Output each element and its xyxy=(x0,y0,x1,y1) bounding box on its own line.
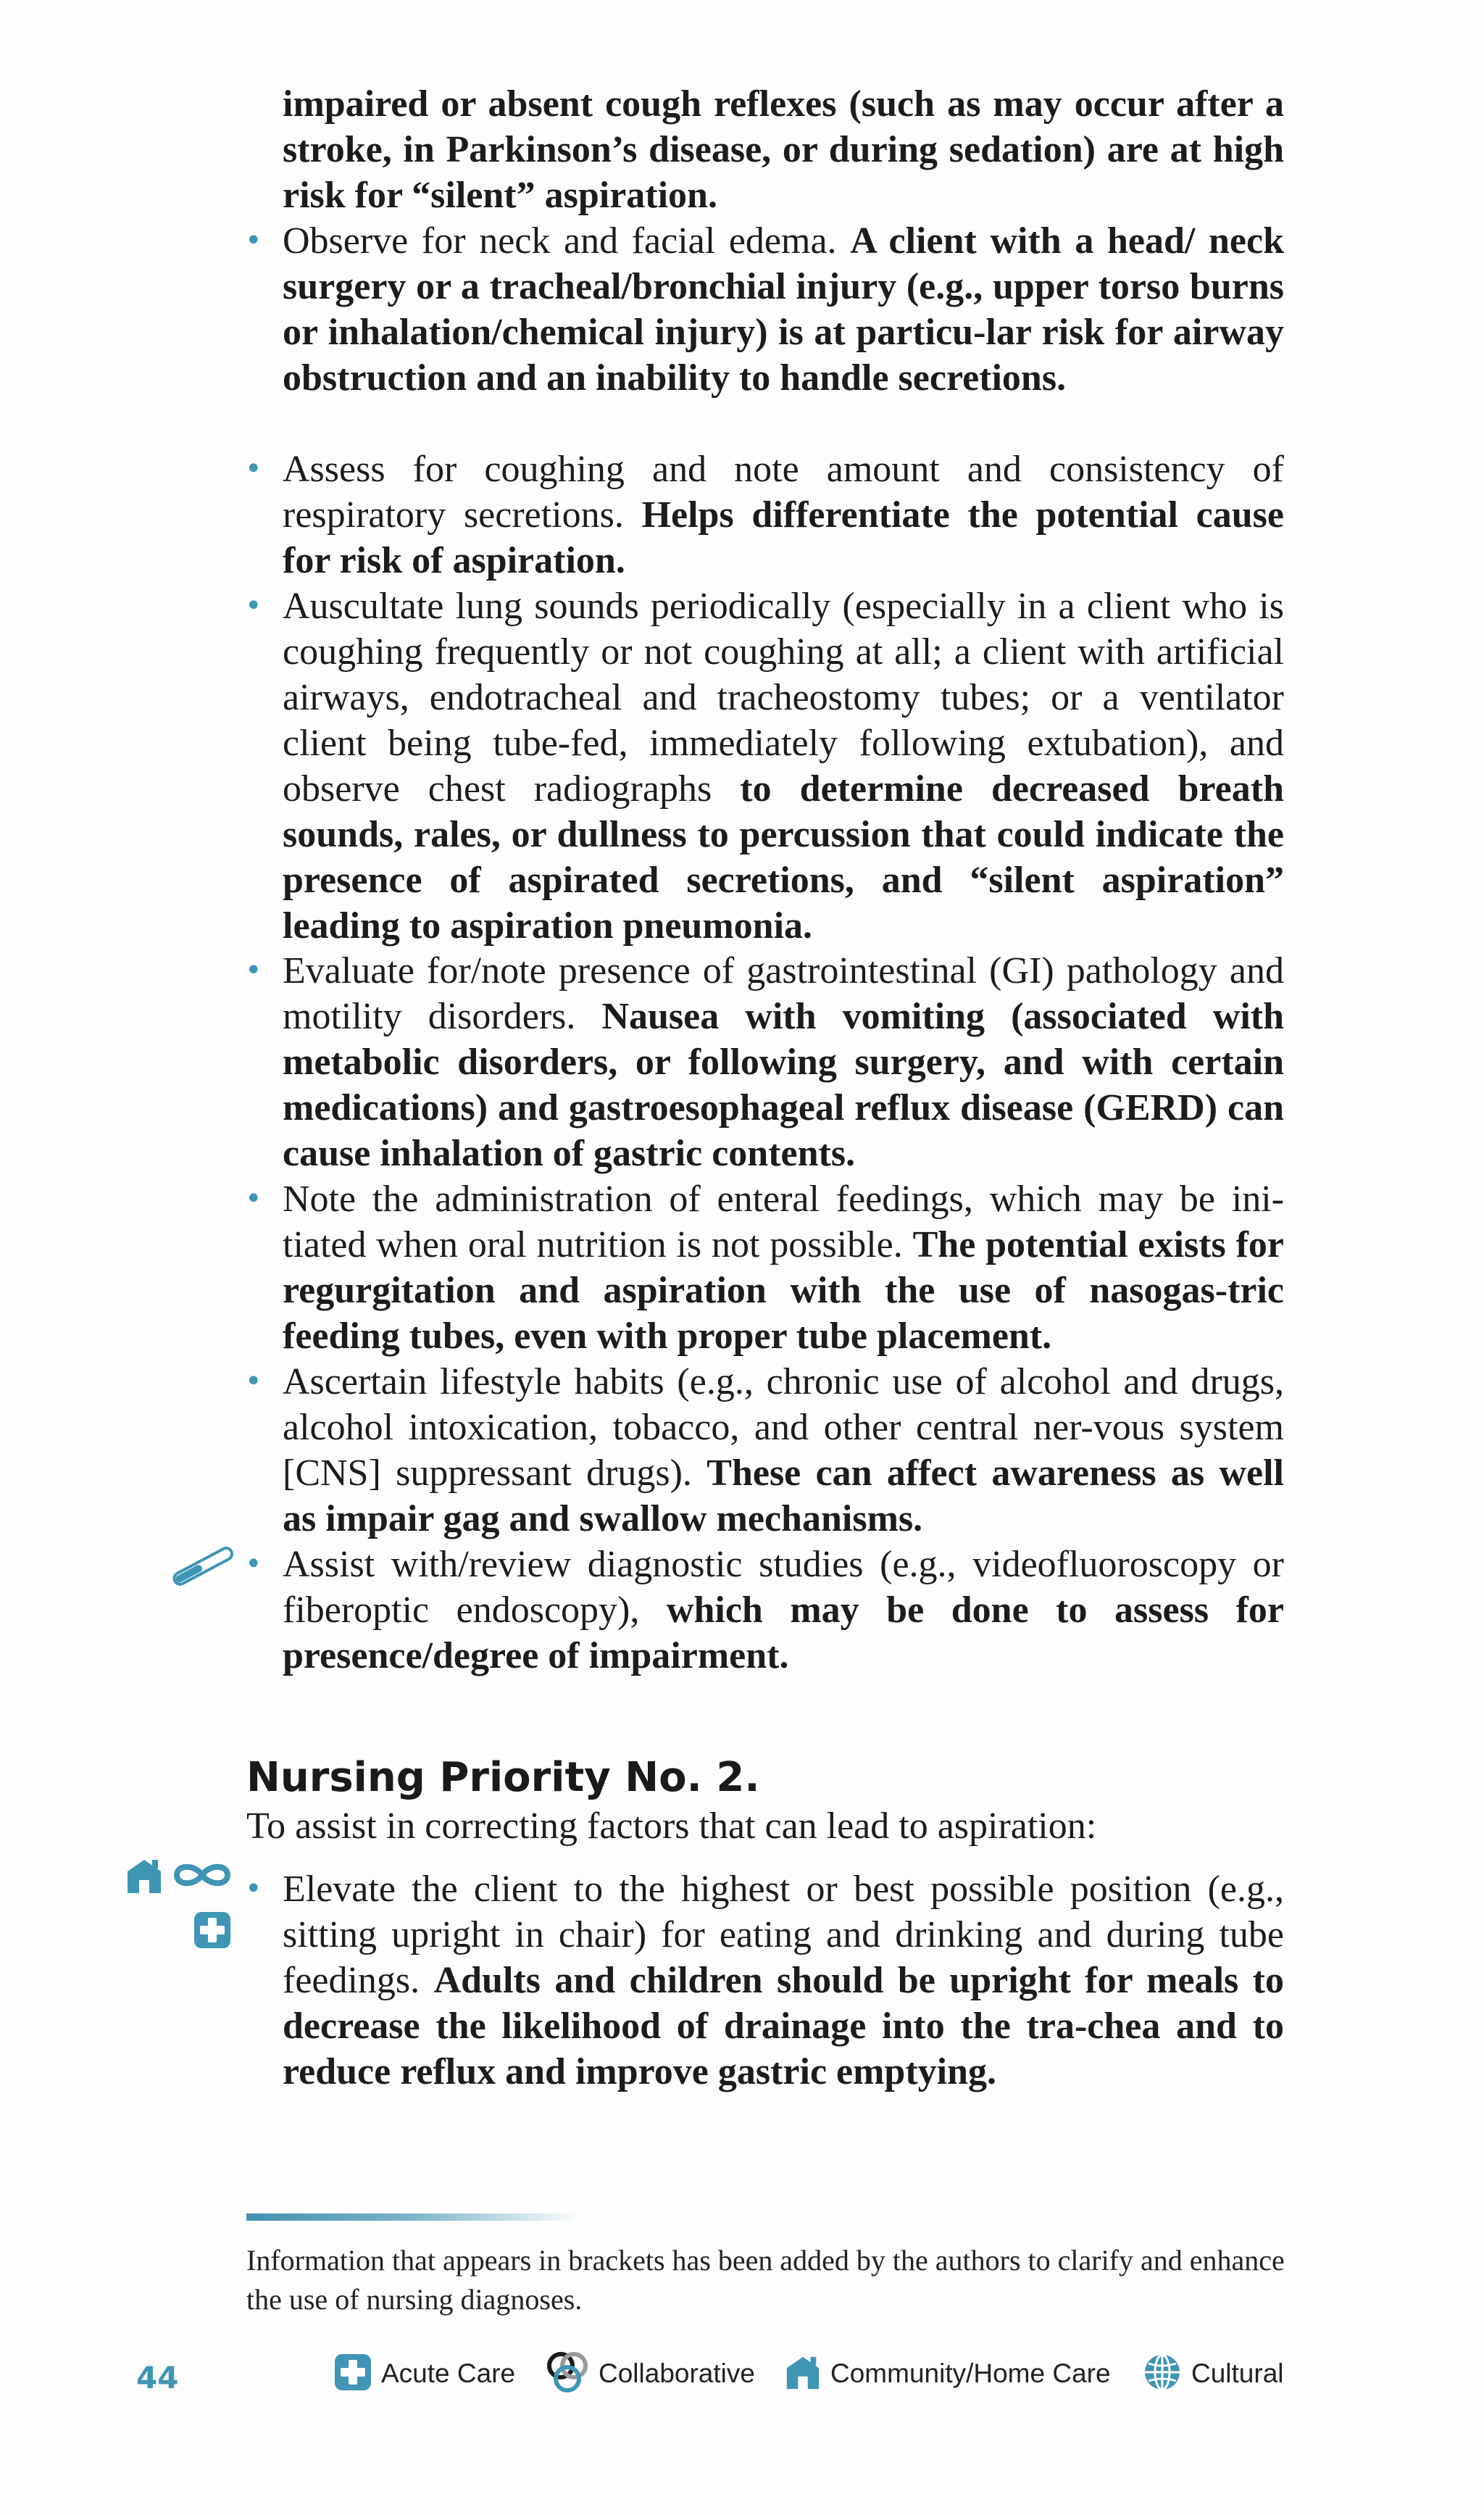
section-heading: Nursing Priority No. 2. xyxy=(246,1754,760,1801)
bullet-dot: • xyxy=(245,224,262,257)
continuation-bold-text: impaired or absent cough reflexes (such as may occur after a stroke, in Parkinson’s disease, or during sedation) are at high risk for “silent” aspiration. xyxy=(283,83,1284,216)
acute-care-icon xyxy=(333,2353,372,2395)
list-item: Assess for coughing and note amount and consistency of respiratory secretions. Helps differentiate the potential cause for risk of aspiration. xyxy=(283,449,1284,581)
bullet-dot: • xyxy=(245,1547,262,1581)
bullet-dot: • xyxy=(245,1182,262,1215)
list-item: Auscultate lung sounds periodically (especially in a client who is coughing frequently or not coughing at all; a client with artificial airways, endotracheal and tracheostomy tubes; or a ventilator client being tube-fed, immediately following extubation), and observe chest radiographs to determine decreased breath sounds, rales, or dullness to percussion that could indicate the presence of aspirated secretions, and “silent aspiration” leading to aspiration pneumonia. xyxy=(283,586,1284,947)
collaborative-icon xyxy=(171,1860,233,1894)
acute-care-icon xyxy=(193,1911,232,1953)
legend-item-acute-care: Acute Care xyxy=(333,2348,515,2399)
legend-item-collaborative: Collaborative xyxy=(545,2348,755,2399)
diagnostic-studies-icon xyxy=(168,1545,241,1589)
section-intro: To assist in correcting factors that can lead to aspiration: xyxy=(246,1805,1097,1847)
bullet-dot: • xyxy=(245,954,262,987)
community-home-care-icon xyxy=(784,2353,822,2395)
legend-item-community-home-care: Community/Home Care xyxy=(784,2348,1111,2399)
bullet-dot: • xyxy=(245,452,262,486)
community-home-care-icon xyxy=(125,1857,164,1898)
footnote-divider xyxy=(246,2213,580,2221)
legend-item-cultural: Cultural xyxy=(1142,2348,1284,2399)
page-number: 44 xyxy=(136,2360,179,2395)
list-item: Ascertain lifestyle habits (e.g., chronic use of alcohol and drugs, alcohol intoxication, tobacco, and other central ner-vous system [CNS] suppressant drugs). These can affect awareness as well as impair gag and swallow mechanisms. xyxy=(283,1361,1284,1539)
list-item: Evaluate for/note presence of gastrointestinal (GI) pathology and motility disorders. Nausea with vomiting (associated with metabolic disorders, or following surgery, and with certain medications) and gastroesophageal reflux disease (GERD) can cause inhalation of gastric contents. xyxy=(283,950,1284,1174)
collaborative-icon xyxy=(545,2350,590,2398)
cultural-icon xyxy=(1142,2352,1183,2396)
bullet-dot: • xyxy=(245,1872,262,1905)
footnote: Information that appears in brackets has been added by the authors to clarify and enhance the use of nursing diagnoses. xyxy=(246,2244,1285,2316)
list-item: Elevate the client to the highest or best possible position (e.g., sitting upright in chair) for eating and drinking and during tube feedings. Adults and children should be upright for meals to decrease the likelihood of drainage into the tra-chea and to reduce reflux and improve gastric emptying. xyxy=(283,1868,1284,2092)
bullet-dot: • xyxy=(245,1365,262,1398)
list-item: Observe for neck and facial edema. A client with a head/ neck surgery or a tracheal/bronchial injury (e.g., upper torso burns or inhalation/chemical injury) is at particu-lar risk for airway obstruction and an inability to handle secretions. xyxy=(283,220,1285,399)
list-item: Assist with/review diagnostic studies (e.g., videofluoroscopy or fiberoptic endoscopy), which may be done to assess for presence/degree of impairment. xyxy=(283,1544,1284,1676)
continuation-paragraph xyxy=(283,81,1284,218)
list-item: Note the administration of enteral feedings, which may be ini-tiated when oral nutrition is not possible. The potential exists for regurgitation and aspiration with the use of nasogas-tric feeding tubes, even with proper tube placement. xyxy=(283,1178,1284,1357)
bullet-dot: • xyxy=(245,589,262,623)
